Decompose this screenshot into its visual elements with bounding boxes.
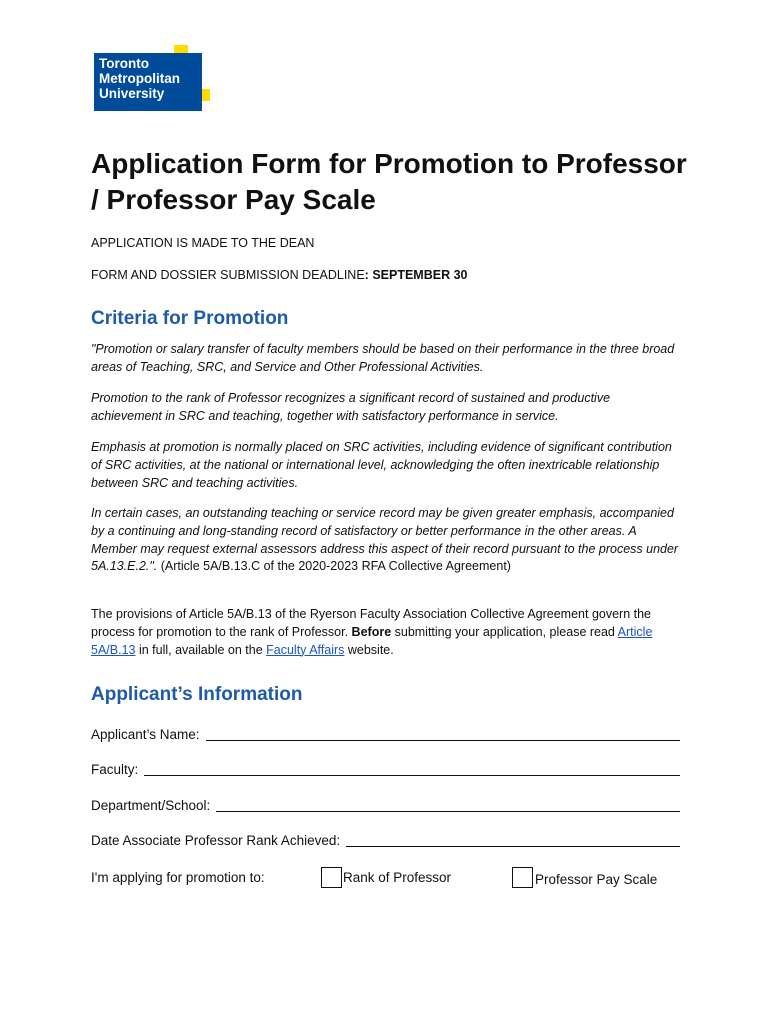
logo-wordmark	[99, 56, 180, 101]
applicant-name-field	[91, 721, 680, 743]
deadline-date: SEPTEMBER 30	[372, 268, 468, 282]
rank-date-label: Date Associate Professor Rank Achieved:	[91, 833, 341, 848]
criteria-paragraph-4	[91, 505, 681, 576]
logo-line-1: Toronto	[99, 56, 149, 71]
rank-of-professor-label: Rank of Professor	[343, 870, 452, 885]
criteria-paragraph-3	[91, 439, 681, 492]
faculty-affairs-link[interactable]: Faculty Affairs	[266, 642, 345, 657]
article-citation: (Article 5A/B.13.C of the 2020-2023 RFA Collective Agreement)	[157, 559, 511, 574]
professor-pay-scale-label: Professor Pay Scale	[535, 872, 658, 887]
page-title: Application Form for Promotion to Professor / Professor Pay Scale	[91, 148, 687, 215]
logo-line-2: Metropolitan	[99, 71, 180, 86]
article-link[interactable]: Article 5A/B.13	[91, 624, 653, 657]
applicant-name-input[interactable]	[206, 726, 680, 741]
criteria-heading: Criteria for Promotion	[91, 308, 289, 329]
promotion-type-label: I'm applying for promotion to:	[91, 870, 265, 885]
criteria-quote-2: Promotion to the rank of Professor recognizes a significant record of sustained and productive achievement in SRC and teaching, together with satisfactory performance in service.	[91, 391, 611, 423]
logo-blue-box	[94, 53, 202, 111]
department-label: Department/School:	[91, 798, 211, 813]
criteria-quote-4: In certain cases, an outstanding teaching or service record may be given greater emphasis, accompanied by a continuing and long-standing record of satisfactory or better performance in the other areas. A Member may request external assessors address this aspect of their record pursuant to the process under 5A.13.E.2.".	[91, 506, 679, 574]
rank-date-input[interactable]	[346, 832, 680, 847]
criteria-paragraph-2	[91, 390, 681, 426]
faculty-input[interactable]	[144, 761, 680, 776]
department-input[interactable]	[216, 797, 680, 812]
submission-deadline	[91, 268, 467, 282]
applicant-heading: Applicant’s Information	[91, 684, 303, 705]
criteria-quote-3: Emphasis at promotion is normally placed on SRC activities, including evidence of significant contribution of SRC activities, at the national or international level, acknowledging the often inextricable relationship between SRC and teaching activities.	[91, 440, 672, 490]
professor-pay-scale-checkbox[interactable]	[512, 867, 533, 888]
provisions-paragraph	[91, 606, 681, 659]
rank-date-field	[91, 827, 680, 849]
department-field	[91, 792, 680, 814]
provisions-text-2: submitting your application, please read	[391, 624, 618, 639]
faculty-label: Faculty:	[91, 762, 139, 777]
deadline-colon: :	[364, 268, 373, 282]
criteria-paragraph-1	[91, 341, 681, 377]
deadline-label: FORM AND DOSSIER SUBMISSION DEADLINE	[91, 268, 365, 282]
provisions-text-4: website.	[344, 642, 394, 657]
faculty-field	[91, 756, 680, 778]
applicant-name-label: Applicant’s Name:	[91, 727, 200, 742]
before-emphasis: Before	[351, 624, 392, 639]
criteria-quote-1: "Promotion or salary transfer of faculty members should be based on their performance in the three broad areas of Teaching, SRC, and Service and Other Professional Activities.	[91, 342, 675, 374]
provisions-text-1: The provisions of Article 5A/B.13 of the Ryerson Faculty Association Collective Agreement govern the process for promotion to the rank of Professor.	[91, 607, 652, 639]
application-recipient: APPLICATION IS MADE TO THE DEAN	[91, 236, 315, 250]
provisions-text-3: in full, available on the	[135, 642, 267, 657]
rank-of-professor-checkbox[interactable]	[321, 867, 342, 888]
logo-line-3: University	[99, 86, 165, 101]
university-logo	[94, 45, 210, 111]
